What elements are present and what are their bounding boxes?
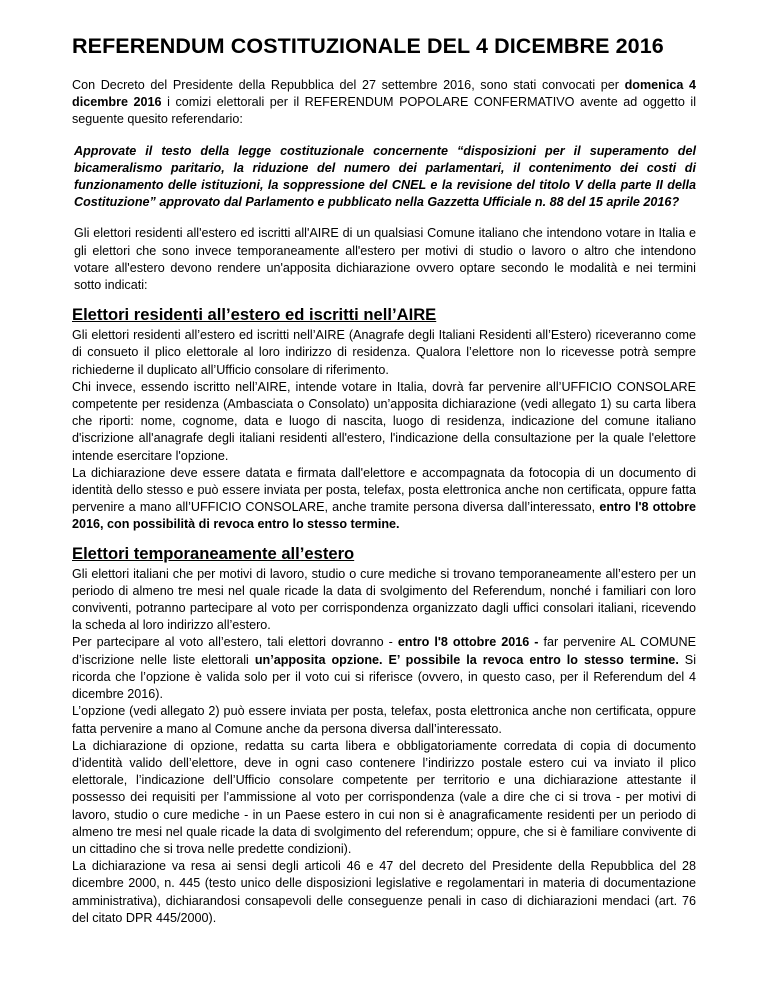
temporary-p2-c: far pervenire AL COMUNE d’iscrizione nelle liste elettorali xyxy=(72,635,696,667)
page-title: REFERENDUM COSTITUZIONALE DEL 4 DICEMBRE 2016 xyxy=(72,34,664,58)
temporary-paragraph-2 xyxy=(72,634,696,703)
referendum-question: Approvate il testo della legge costituzionale concernente “disposizioni per il superamento del bicameralismo paritario, la riduzione del numero dei parlamentari, il contenimento dei costi di funzionamento delle istituzioni, la soppressione del CNEL e la revisione del titolo V della parte II della Costituzione” approvato dal Parlamento e pubblicato nella Gazzetta Ufficiale n. 88 del 15 aprile 2016? xyxy=(74,143,696,210)
temporary-paragraph-3: L’opzione (vedi allegato 2) può essere inviata per posta, telefax, posta elettronica anche non certificata, oppure fatta pervenire a mano al Comune anche da persona diversa dall’interessato. xyxy=(72,704,696,736)
temporary-p2-a: Per partecipare al voto all’estero, tali elettori dovranno - xyxy=(72,635,398,650)
intro-text-end: i comizi elettorali per il REFERENDUM POPOLARE CONFERMATIVO avente ad oggetto il seguente quesito referendario: xyxy=(72,95,697,127)
temporary-option-note: un’apposita opzione. E’ possibile la revoca entro lo stesso termine. xyxy=(254,652,679,667)
temporary-deadline: entro l'8 ottobre 2016 - xyxy=(397,635,539,650)
intro-paragraph xyxy=(72,77,696,129)
voters-abroad-paragraph: Gli elettori residenti all'estero ed iscritti all'AIRE di un qualsiasi Comune italiano che intendono votare in Italia e gli elettori che sono invece temporaneamente all'estero per motivi di studio o lavoro o altro che intendono votare all'estero devono rendere un'apposita dichiarazione ovvero optare secondo le modalità e nei termini sotto indicati: xyxy=(74,226,696,293)
temporary-paragraph-5: La dichiarazione va resa ai sensi degli articoli 46 e 47 del decreto del Presidente della Repubblica del 28 dicembre 2000, n. 445 (testo unico delle disposizioni legislative e regolamentari in materia di documentazione amministrativa), dichiarandosi consapevoli delle conseguenze penali in caso di dichiarazioni mendaci (art. 76 del citato DPR 445/2000). xyxy=(72,859,696,925)
aire-paragraph-1: Gli elettori residenti all’estero ed iscritti nell’AIRE (Anagrafe degli Italiani Residenti all’Estero) riceveranno come di consueto il plico elettorale al loro indirizzo di residenza. Qualora l’elettore non lo ricevesse potrà sempre richiederne il duplicato all’Ufficio consolare di riferimento. xyxy=(72,328,696,377)
aire-paragraph-2: Chi invece, essendo iscritto nell’AIRE, intende votare in Italia, dovrà far pervenire all’UFFICIO CONSOLARE competente per residenza (Ambasciata o Consolato) un’apposita dichiarazione (vedi allegato 1) su carta libera che riporti: nome, cognome, data e luogo di nascita, luogo di residenza, indicazione del comune italiano d'iscrizione all'anagrafe degli italiani residenti all'estero, l'indicazione della consultazione per la quale l'elettore intende esercitare l'opzione. xyxy=(72,379,696,463)
intro-text-start: Con Decreto del Presidente della Repubblica del 27 settembre 2016, sono stati convocati per xyxy=(72,78,625,92)
temporary-p2-e: Si ricorda che l’opzione è valida solo per il voto cui si riferisce (ovvero, in questo caso, per il Referendum del 4 dicembre 2016). xyxy=(72,652,697,702)
aire-paragraph-3-text: La dichiarazione deve essere datata e firmata dall'elettore e accompagnata da fotocopia di un documento di identità dello stesso e può essere inviata per posta, telefax, posta elettronica anche non certificata, oppure fatta pervenire a mano all’UFFICIO CONSOLARE, anche tramite persona diversa dall’interessato, xyxy=(72,465,696,515)
intro-date: domenica 4 dicembre 2016 xyxy=(72,78,696,110)
temporary-paragraph-4: La dichiarazione di opzione, redatta su carta libera e obbligatoriamente corredata di copia di documento d’identità valido dell’elettore, deve in ogni caso contenere l’indirizzo postale estero cui va inviato il plico elettorale, l’indicazione dell’Ufficio consolare competente per territorio e una dichiarazione attestante il possesso dei requisiti per l’ammissione al voto per corrispondenza (vale a dire che ci si trova - per motivi di lavoro, studio o cure mediche - in un Paese estero in cui non si è anagraficamente residenti per un periodo di almeno tre mesi nel quale ricade la data di svolgimento del referendum; oppure, che si è familiare convivente di un cittadino che si trova nelle predette condizioni). xyxy=(72,738,696,856)
temporary-paragraph-1: Gli elettori italiani che per motivi di lavoro, studio o cure mediche si trovano temporaneamente all’estero per un periodo di almeno tre mesi nel quale ricade la data di svolgimento del Referendum, nonché i familiari con loro conviventi, potranno partecipare al voto per corrispondenza organizzato dagli uffici consolari italiani, ricevendo la scheda al loro indirizzo all’estero. xyxy=(72,566,696,633)
section-heading-aire: Elettori residenti all’estero ed iscritti nell’AIRE xyxy=(72,305,437,325)
aire-paragraph-3 xyxy=(72,465,696,534)
aire-deadline: entro l'8 ottobre 2016, con possibilità di revoca entro lo stesso termine. xyxy=(72,500,696,532)
section-heading-temporary: Elettori temporaneamente all’estero xyxy=(72,543,355,563)
